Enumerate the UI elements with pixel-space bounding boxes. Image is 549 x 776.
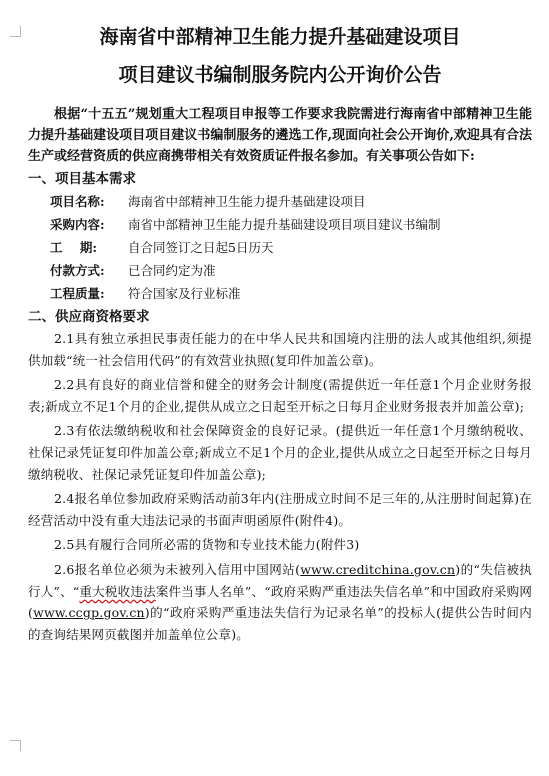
info-key: 工 期: (50, 240, 98, 255)
project-info-row (28, 190, 532, 213)
requirement-2-6-text: )的“政府采购严重违法失信行为记录名单”的投标人(提供公告时间内的查询结果网页截图并加盖单位公章)。 (28, 605, 532, 642)
title-line-1: 海南省中部精神卫生能力提升基础建设项目 (99, 26, 461, 48)
info-key: 项目名称: (50, 194, 105, 209)
document-page (28, 22, 532, 645)
info-value: 海南省中部精神卫生能力提升基础建设项目 (128, 194, 366, 209)
requirement-2-4: 2.4报名单位参加政府采购活动前3年内(注册成立时间不足三年的,从注册时间起算)在经营活动中没有重大违法记录的书面声明函原件(附件4)。 (28, 491, 532, 528)
requirement-2-2: 2.2具有良好的商业信誉和健全的财务会计制度(需提供近一年任意1个月企业财务报表;新成立不足1个月的企业,提供从成立之日起至开标之日每月企业财务报表并加盖公章); (28, 377, 532, 414)
requirement-2-3: 2.3有依法缴纳税收和社会保障资金的良好记录。(提供近一年任意1个月缴纳税收、社保记录凭证复印件加盖公章;新成立不足1个月的企业,提供从成立之日起至开标之日每月缴纳税收、社保记录凭证复印件加盖公章); (28, 423, 532, 482)
spellcheck-marked-text: 重大税收违法 (79, 583, 156, 599)
project-info-row (28, 282, 532, 305)
info-value: 已合同约定为准 (128, 263, 216, 278)
info-value: 自合同签订之日起5日历天 (128, 240, 274, 255)
requirement-2-6 (28, 559, 532, 645)
section-2-heading: 二、供应商资格要求 (28, 309, 150, 325)
info-key: 工程质量: (50, 286, 105, 301)
requirement-2-5: 2.5具有履行合同所必需的货物和专业技术能力(附件3) (54, 537, 360, 553)
ccgp-link[interactable]: www.ccgp.gov.cn (33, 605, 145, 621)
info-value: 符合国家及行业标准 (128, 286, 241, 301)
project-info-row (28, 213, 532, 236)
section-1-heading: 一、项目基本需求 (28, 171, 136, 187)
requirement-2-6-text: 2.6报名单位必须为未被列入信用中国网站( (54, 561, 301, 577)
requirement-2-6-text: 案件当事人名单”、“政府采购严重违法失信名单”和中国政府采购网( (28, 583, 533, 621)
title-line-2: 项目建议书编制服务院内公开询价公告 (118, 64, 442, 86)
info-value: 南省中部精神卫生能力提升基础建设项目项目建议书编制 (128, 217, 441, 232)
info-key: 付款方式: (50, 263, 105, 278)
project-info-list (28, 190, 532, 305)
requirement-2-6-text: )的“失信被执行人”、“ (28, 561, 532, 599)
info-key: 采购内容: (50, 217, 105, 232)
intro-paragraph: 根据“十五五”规划重大工程项目申报等工作要求我院需进行海南省中部精神卫生能力提升基础建设项目项目建议书编制服务的遴选工作,现面向社会公开询价,欢迎具有合法生产或经营资质的供应商携带相关有效资质证件报名参加。有关事项公告如下: (28, 107, 532, 164)
requirement-2-1: 2.1具有独立承担民事责任能力的在中华人民共和国境内注册的法人或其他组织,须提供加载“统一社会信用代码”的有效营业执照(复印件加盖公章)。 (28, 331, 532, 368)
page-corner-mark-top (10, 26, 21, 37)
project-info-row (28, 236, 532, 259)
creditchina-link[interactable]: www.creditchina.gov.cn (300, 561, 456, 577)
project-info-row (28, 259, 532, 282)
page-corner-mark-bottom (10, 740, 21, 751)
